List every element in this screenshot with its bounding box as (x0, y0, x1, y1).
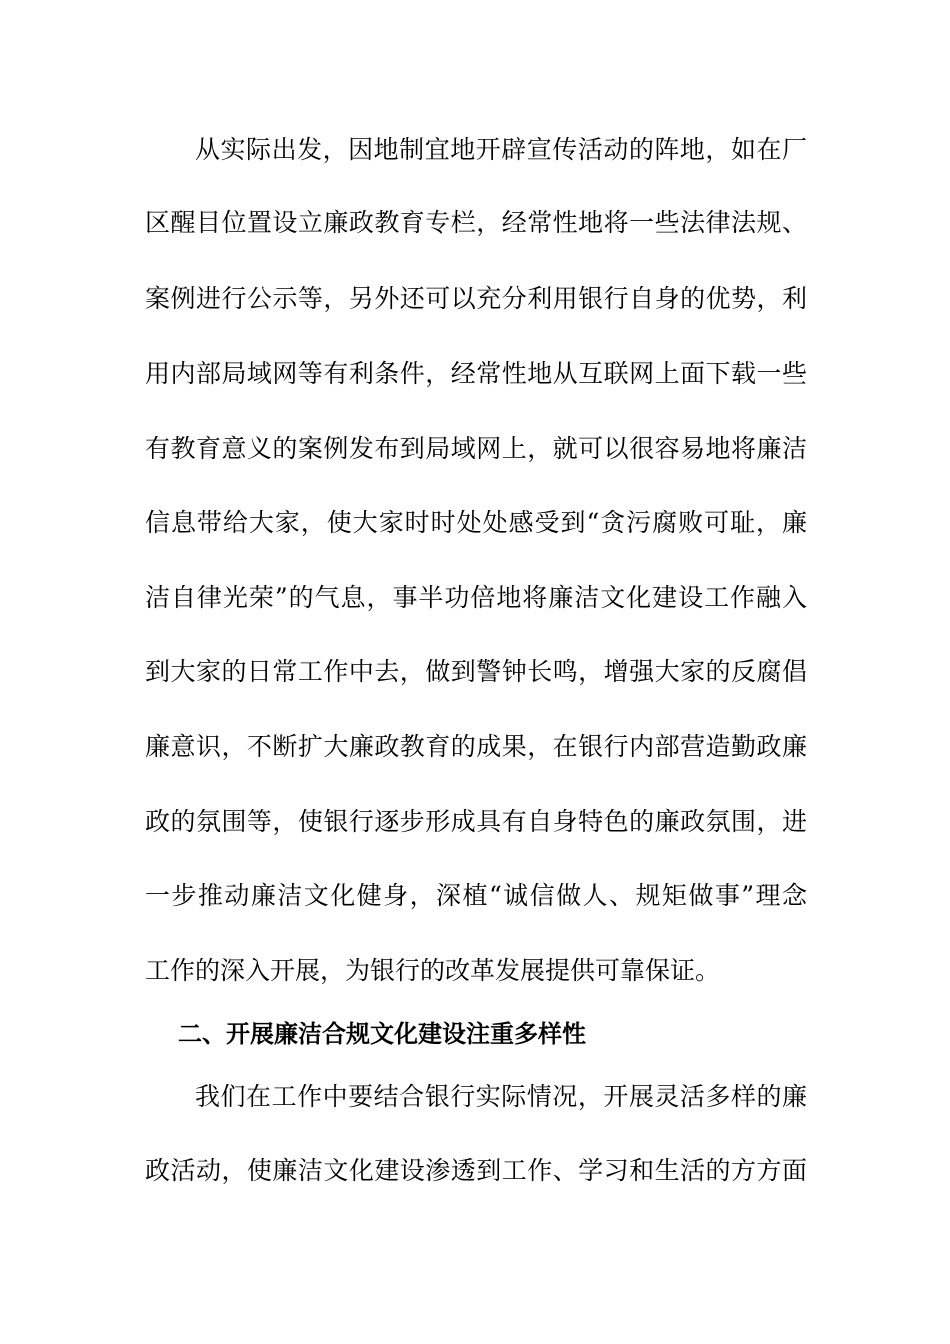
paragraph-line: 有教育意义的案例发布到局域网上，就可以很容易地将廉洁 (145, 434, 807, 463)
paragraph-line: 政的氛围等，使银行逐步形成具有自身特色的廉政氛围，进 (145, 807, 807, 836)
paragraph-line: 案例进行公示等，另外还可以充分利用银行自身的优势，利 (145, 284, 807, 313)
paragraph-line: 工作的深入开展，为银行的改革发展提供可靠保证。 (145, 956, 721, 985)
paragraph-line: 我们在工作中要结合银行实际情况，开展灵活多样的廉 (195, 1082, 807, 1111)
paragraph-line: 政活动，使廉洁文化建设渗透到工作、学习和生活的方方面 (145, 1156, 807, 1185)
paragraph-line: 信息带给大家，使大家时时处处感受到“贪污腐败可耻，廉 (145, 508, 807, 537)
paragraph-line: 区醒目位置设立廉政教育专栏，经常性地将一些法律法规、 (145, 208, 807, 237)
paragraph-line: 从实际出发，因地制宜地开辟宣传活动的阵地，如在厂 (195, 135, 807, 164)
paragraph-line: 一步推动廉洁文化健身，深植“诚信做人、规矩做事”理念 (145, 881, 807, 910)
paragraph-line: 廉意识，不断扩大廉政教育的成果，在银行内部营造勤政廉 (145, 732, 807, 761)
paragraph-line: 洁自律光荣”的气息，事半功倍地将廉洁文化建设工作融入 (145, 583, 807, 612)
paragraph-line: 用内部局域网等有利条件，经常性地从互联网上面下载一些 (145, 359, 807, 388)
section-heading: 二、开展廉洁合规文化建设注重多样性 (178, 1020, 586, 1048)
paragraph-line: 到大家的日常工作中去，做到警钟长鸣，增强大家的反腐倡 (145, 657, 807, 686)
